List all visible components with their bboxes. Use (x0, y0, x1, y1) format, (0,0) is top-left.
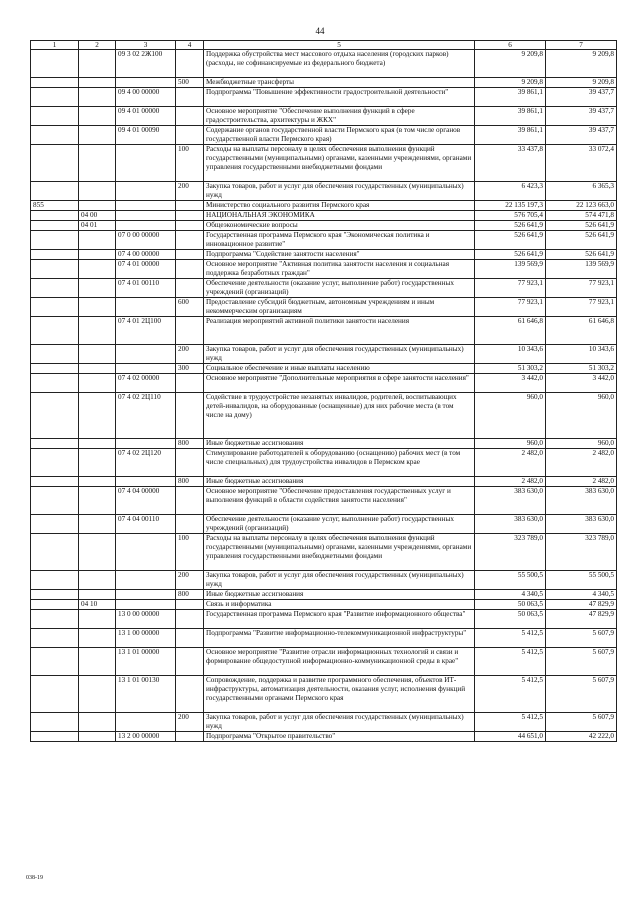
table-row (31, 88, 617, 107)
cell-amount-b: 9 209,8 (546, 50, 617, 78)
cell-expense-type (176, 732, 204, 742)
cell-section (79, 298, 116, 317)
cell-target-article: 07 4 00 00000 (116, 250, 176, 260)
cell-section: 04 10 (79, 600, 116, 610)
cell-expense-type (176, 610, 204, 629)
cell-ministry (31, 317, 79, 345)
cell-description: Иные бюджетные ассигнования (204, 439, 475, 449)
cell-target-article: 09 4 00 00000 (116, 88, 176, 107)
cell-target-article (116, 221, 176, 231)
table-row (31, 449, 617, 477)
cell-description: Закупка товаров, работ и услуг для обеспечения государственных (муниципальных) нужд (204, 182, 475, 201)
cell-amount-a: 383 630,0 (475, 515, 546, 534)
cell-amount-b: 5 607,9 (546, 676, 617, 713)
cell-ministry (31, 88, 79, 107)
cell-section (79, 107, 116, 126)
cell-expense-type: 600 (176, 298, 204, 317)
cell-description: Межбюджетные трансферты (204, 78, 475, 88)
cell-amount-b: 574 471,8 (546, 211, 617, 221)
cell-amount-a: 526 641,9 (475, 231, 546, 250)
cell-target-article (116, 534, 176, 571)
cell-description: НАЦИОНАЛЬНАЯ ЭКОНОМИКА (204, 211, 475, 221)
cell-expense-type: 100 (176, 145, 204, 182)
cell-ministry (31, 145, 79, 182)
cell-expense-type (176, 317, 204, 345)
cell-description: Содержание органов государственной власти Пермского края (в том числе органов государственной власти Пермского края) (204, 126, 475, 145)
cell-amount-b: 2 482,0 (546, 449, 617, 477)
table-row (31, 393, 617, 439)
cell-section (79, 393, 116, 439)
cell-amount-b: 6 365,3 (546, 182, 617, 201)
table-row (31, 298, 617, 317)
cell-expense-type (176, 250, 204, 260)
cell-amount-b: 39 437,7 (546, 88, 617, 107)
cell-expense-type: 500 (176, 78, 204, 88)
cell-section (79, 648, 116, 676)
table-row (31, 345, 617, 364)
cell-amount-a: 526 641,9 (475, 221, 546, 231)
cell-expense-type (176, 629, 204, 648)
table-row (31, 610, 617, 629)
cell-description: Обеспечение деятельности (оказание услуг, выполнение работ) государственных учреждений (организаций) (204, 515, 475, 534)
table-row (31, 317, 617, 345)
cell-amount-b: 5 607,9 (546, 648, 617, 676)
cell-amount-a: 77 923,1 (475, 279, 546, 298)
cell-amount-b: 5 607,9 (546, 629, 617, 648)
cell-amount-a: 2 482,0 (475, 477, 546, 487)
table-row (31, 439, 617, 449)
cell-section (79, 345, 116, 364)
cell-ministry (31, 182, 79, 201)
cell-expense-type (176, 126, 204, 145)
cell-section (79, 487, 116, 515)
cell-amount-a: 22 135 197,3 (475, 201, 546, 211)
cell-expense-type (176, 211, 204, 221)
cell-amount-a: 3 442,0 (475, 374, 546, 393)
column-header: 1 (31, 41, 79, 50)
cell-section (79, 126, 116, 145)
table-row (31, 571, 617, 590)
cell-amount-b: 9 209,8 (546, 78, 617, 88)
cell-ministry (31, 449, 79, 477)
cell-expense-type (176, 88, 204, 107)
cell-ministry (31, 364, 79, 374)
cell-expense-type (176, 201, 204, 211)
cell-description: Реализация мероприятий активной политики занятости населения (204, 317, 475, 345)
cell-amount-a: 44 651,0 (475, 732, 546, 742)
table-row (31, 231, 617, 250)
cell-description: Обеспечение деятельности (оказание услуг, выполнение работ) государственных учреждений (организаций) (204, 279, 475, 298)
cell-ministry (31, 487, 79, 515)
cell-section (79, 374, 116, 393)
cell-description: Основное мероприятие "Обеспечение предоставления государственных услуг и выполнения функций в области содействия занятости населения" (204, 487, 475, 515)
cell-expense-type (176, 600, 204, 610)
cell-description: Основное мероприятие "Дополнительные мероприятия в сфере занятости населения" (204, 374, 475, 393)
cell-target-article: 13 1 01 00000 (116, 648, 176, 676)
cell-target-article: 07 4 02 2Ц110 (116, 393, 176, 439)
cell-ministry (31, 279, 79, 298)
cell-amount-b: 4 340,5 (546, 590, 617, 600)
cell-amount-b: 47 829,9 (546, 610, 617, 629)
cell-target-article: 07 4 01 00000 (116, 260, 176, 279)
cell-section: 04 01 (79, 221, 116, 231)
cell-target-article (116, 571, 176, 590)
cell-target-article: 13 2 00 00000 (116, 732, 176, 742)
cell-ministry (31, 676, 79, 713)
cell-target-article: 07 0 00 00000 (116, 231, 176, 250)
cell-expense-type (176, 231, 204, 250)
cell-expense-type: 800 (176, 590, 204, 600)
cell-amount-b: 61 646,8 (546, 317, 617, 345)
cell-target-article: 07 4 01 2Ц100 (116, 317, 176, 345)
cell-amount-b: 139 569,9 (546, 260, 617, 279)
cell-amount-a: 9 209,8 (475, 50, 546, 78)
cell-section (79, 201, 116, 211)
cell-ministry (31, 345, 79, 364)
cell-target-article (116, 182, 176, 201)
cell-expense-type (176, 374, 204, 393)
cell-amount-b: 77 923,1 (546, 279, 617, 298)
table-row (31, 600, 617, 610)
cell-expense-type (176, 449, 204, 477)
cell-expense-type (176, 515, 204, 534)
cell-ministry (31, 211, 79, 221)
cell-amount-a: 51 303,2 (475, 364, 546, 374)
cell-section (79, 534, 116, 571)
page-number: 44 (315, 26, 325, 36)
cell-section (79, 515, 116, 534)
cell-target-article: 09 4 01 00090 (116, 126, 176, 145)
cell-amount-b: 33 072,4 (546, 145, 617, 182)
table-row (31, 477, 617, 487)
table-row (31, 221, 617, 231)
table-header-row (31, 41, 617, 50)
cell-amount-b: 2 482,0 (546, 477, 617, 487)
cell-amount-b: 22 123 663,0 (546, 201, 617, 211)
cell-section (79, 88, 116, 107)
cell-section (79, 317, 116, 345)
cell-description: Закупка товаров, работ и услуг для обеспечения государственных (муниципальных) нужд (204, 713, 475, 732)
cell-description: Подпрограмма "Развитие информационно-телекоммуникационной инфраструктуры" (204, 629, 475, 648)
cell-description: Государственная программа Пермского края "Экономическая политика и инновационное развитие" (204, 231, 475, 250)
cell-target-article: 13 1 01 00130 (116, 676, 176, 713)
cell-amount-a: 10 343,6 (475, 345, 546, 364)
cell-target-article: 09 4 01 00000 (116, 107, 176, 126)
table-row (31, 713, 617, 732)
cell-section (79, 50, 116, 78)
cell-target-article (116, 600, 176, 610)
cell-amount-a: 576 705,4 (475, 211, 546, 221)
cell-section (79, 145, 116, 182)
table-row (31, 732, 617, 742)
cell-amount-b: 39 437,7 (546, 126, 617, 145)
table-row (31, 487, 617, 515)
cell-expense-type (176, 487, 204, 515)
column-header: 6 (475, 41, 546, 50)
cell-amount-a: 960,0 (475, 439, 546, 449)
cell-ministry (31, 515, 79, 534)
cell-section (79, 713, 116, 732)
cell-section (79, 78, 116, 88)
cell-section (79, 477, 116, 487)
cell-target-article: 07 4 02 00000 (116, 374, 176, 393)
cell-description: Стимулирование работодателей к оборудованию (оснащению) рабочих мест (в том числе специальных) для трудоустройства инвалидов в Пермском крае (204, 449, 475, 477)
cell-ministry (31, 732, 79, 742)
cell-amount-a: 9 209,8 (475, 78, 546, 88)
table-row (31, 126, 617, 145)
cell-amount-a: 2 482,0 (475, 449, 546, 477)
cell-description: Закупка товаров, работ и услуг для обеспечения государственных (муниципальных) нужд (204, 345, 475, 364)
table-row (31, 50, 617, 78)
cell-description: Основное мероприятие "Развитие отрасли информационных технологий и связи и формирование общедоступной информационно-коммуникационной среды в крае" (204, 648, 475, 676)
cell-amount-a: 4 340,5 (475, 590, 546, 600)
cell-description: Основное мероприятие "Обеспечение выполнения функций в сфере градостроительства, архитектуры и ЖКХ" (204, 107, 475, 126)
cell-ministry (31, 298, 79, 317)
cell-amount-b: 383 630,0 (546, 487, 617, 515)
cell-description: Содействие в трудоустройстве незанятых инвалидов, родителей, воспитывающих детей-инвалидов, на оборудованные (оснащенные) для них рабочие места (в том числе на дому) (204, 393, 475, 439)
cell-amount-b: 383 630,0 (546, 515, 617, 534)
cell-description: Подпрограмма "Открытое правительство" (204, 732, 475, 742)
column-header: 5 (204, 41, 475, 50)
column-header: 4 (176, 41, 204, 50)
cell-section (79, 590, 116, 600)
cell-description: Подпрограмма "Повышение эффективности градостроительной деятельности" (204, 88, 475, 107)
cell-ministry (31, 590, 79, 600)
cell-ministry (31, 477, 79, 487)
cell-target-article (116, 145, 176, 182)
cell-expense-type: 200 (176, 345, 204, 364)
cell-ministry (31, 374, 79, 393)
table-row (31, 629, 617, 648)
cell-expense-type: 800 (176, 477, 204, 487)
table-row (31, 250, 617, 260)
cell-section (79, 439, 116, 449)
cell-description: Подпрограмма "Содействие занятости населения" (204, 250, 475, 260)
cell-target-article (116, 345, 176, 364)
cell-amount-a: 5 412,5 (475, 713, 546, 732)
cell-ministry (31, 250, 79, 260)
cell-target-article (116, 590, 176, 600)
cell-section (79, 629, 116, 648)
cell-section (79, 260, 116, 279)
table-row (31, 182, 617, 201)
cell-ministry (31, 439, 79, 449)
cell-target-article: 07 4 04 00000 (116, 487, 176, 515)
cell-amount-b: 526 641,9 (546, 250, 617, 260)
cell-amount-b: 42 222,0 (546, 732, 617, 742)
cell-amount-a: 6 423,3 (475, 182, 546, 201)
cell-ministry (31, 260, 79, 279)
table-row (31, 201, 617, 211)
budget-table (30, 40, 617, 742)
cell-amount-a: 39 861,1 (475, 126, 546, 145)
cell-amount-a: 33 437,8 (475, 145, 546, 182)
cell-amount-b: 39 437,7 (546, 107, 617, 126)
cell-amount-b: 5 607,9 (546, 713, 617, 732)
cell-target-article (116, 298, 176, 317)
cell-ministry (31, 610, 79, 629)
cell-section (79, 732, 116, 742)
cell-section (79, 279, 116, 298)
cell-target-article: 07 4 01 00110 (116, 279, 176, 298)
cell-expense-type: 800 (176, 439, 204, 449)
cell-amount-b: 77 923,1 (546, 298, 617, 317)
cell-amount-a: 323 789,0 (475, 534, 546, 571)
table-row (31, 515, 617, 534)
cell-ministry (31, 50, 79, 78)
column-header: 3 (116, 41, 176, 50)
table-row (31, 590, 617, 600)
cell-expense-type (176, 107, 204, 126)
cell-ministry (31, 600, 79, 610)
cell-description: Поддержка обустройства мест массового отдыха населения (городских парков) (расходы, не софинансируемые из федерального бюджета) (204, 50, 475, 78)
footer-code: 038-19 (26, 875, 43, 881)
cell-description: Министерство социального развития Пермского края (204, 201, 475, 211)
cell-amount-b: 526 641,9 (546, 221, 617, 231)
cell-amount-b: 960,0 (546, 439, 617, 449)
cell-amount-b: 526 641,9 (546, 231, 617, 250)
cell-ministry (31, 221, 79, 231)
cell-target-article: 07 4 02 2Ц120 (116, 449, 176, 477)
cell-amount-b: 51 303,2 (546, 364, 617, 374)
cell-target-article: 13 0 00 00000 (116, 610, 176, 629)
cell-ministry (31, 393, 79, 439)
cell-amount-a: 50 063,5 (475, 600, 546, 610)
cell-expense-type (176, 676, 204, 713)
table-row (31, 364, 617, 374)
cell-amount-a: 526 641,9 (475, 250, 546, 260)
cell-description: Государственная программа Пермского края "Развитие информационного общества" (204, 610, 475, 629)
cell-description: Предоставление субсидий бюджетным, автономным учреждениям и иным некоммерческим организациям (204, 298, 475, 317)
cell-amount-b: 47 829,9 (546, 600, 617, 610)
cell-amount-b: 323 789,0 (546, 534, 617, 571)
cell-amount-a: 383 630,0 (475, 487, 546, 515)
cell-section (79, 571, 116, 590)
cell-section: 04 00 (79, 211, 116, 221)
column-header: 7 (546, 41, 617, 50)
cell-expense-type: 200 (176, 182, 204, 201)
cell-target-article (116, 211, 176, 221)
cell-description: Расходы на выплаты персоналу в целях обеспечения выполнения функций государственными (муниципальными) органами, казенными учреждениями, органами управления государственными внебюджетными фондами (204, 534, 475, 571)
table-row (31, 145, 617, 182)
cell-expense-type (176, 260, 204, 279)
table-row (31, 374, 617, 393)
cell-expense-type: 200 (176, 713, 204, 732)
cell-expense-type (176, 50, 204, 78)
cell-amount-a: 39 861,1 (475, 107, 546, 126)
cell-ministry (31, 107, 79, 126)
cell-description: Связь и информатика (204, 600, 475, 610)
cell-amount-a: 5 412,5 (475, 629, 546, 648)
cell-description: Социальное обеспечение и иные выплаты населению (204, 364, 475, 374)
cell-target-article (116, 78, 176, 88)
cell-amount-a: 39 861,1 (475, 88, 546, 107)
table-row (31, 211, 617, 221)
cell-section (79, 182, 116, 201)
cell-amount-a: 139 569,9 (475, 260, 546, 279)
cell-amount-b: 10 343,6 (546, 345, 617, 364)
cell-target-article: 07 4 04 00110 (116, 515, 176, 534)
cell-description: Общеэкономические вопросы (204, 221, 475, 231)
table-row (31, 78, 617, 88)
table-row (31, 279, 617, 298)
cell-amount-a: 50 063,5 (475, 610, 546, 629)
table-body (31, 50, 617, 742)
cell-amount-b: 960,0 (546, 393, 617, 439)
cell-ministry (31, 648, 79, 676)
cell-section (79, 250, 116, 260)
cell-target-article (116, 713, 176, 732)
table-row (31, 648, 617, 676)
table-row (31, 260, 617, 279)
table-row (31, 534, 617, 571)
cell-ministry (31, 713, 79, 732)
cell-description: Иные бюджетные ассигнования (204, 590, 475, 600)
cell-expense-type: 300 (176, 364, 204, 374)
cell-ministry (31, 534, 79, 571)
cell-target-article (116, 439, 176, 449)
cell-amount-a: 61 646,8 (475, 317, 546, 345)
cell-target-article (116, 477, 176, 487)
cell-target-article: 13 1 00 00000 (116, 629, 176, 648)
cell-amount-a: 55 500,5 (475, 571, 546, 590)
cell-expense-type: 200 (176, 571, 204, 590)
cell-amount-a: 960,0 (475, 393, 546, 439)
cell-amount-a: 5 412,5 (475, 648, 546, 676)
cell-description: Основное мероприятие "Активная политика занятости населения и социальная поддержка безработных граждан" (204, 260, 475, 279)
cell-section (79, 364, 116, 374)
column-header: 2 (79, 41, 116, 50)
cell-section (79, 676, 116, 713)
cell-expense-type: 100 (176, 534, 204, 571)
cell-description: Закупка товаров, работ и услуг для обеспечения государственных (муниципальных) нужд (204, 571, 475, 590)
cell-ministry (31, 571, 79, 590)
cell-amount-a: 77 923,1 (475, 298, 546, 317)
cell-target-article (116, 364, 176, 374)
cell-amount-b: 55 500,5 (546, 571, 617, 590)
cell-expense-type (176, 393, 204, 439)
cell-ministry (31, 629, 79, 648)
cell-expense-type (176, 221, 204, 231)
cell-description: Сопровождение, поддержка и развитие программного обеспечения, объектов ИТ-инфраструктуры, автоматизация деятельности, оказания услуг, исполнения функций государственными органами Пермского края (204, 676, 475, 713)
table-row (31, 107, 617, 126)
cell-description: Иные бюджетные ассигнования (204, 477, 475, 487)
cell-section (79, 231, 116, 250)
table-row (31, 676, 617, 713)
cell-expense-type (176, 648, 204, 676)
cell-ministry: 855 (31, 201, 79, 211)
cell-target-article: 09 3 02 2Ж100 (116, 50, 176, 78)
cell-expense-type (176, 279, 204, 298)
cell-ministry (31, 231, 79, 250)
cell-description: Расходы на выплаты персоналу в целях обеспечения выполнения функций государственными (муниципальными) органами, казенными учреждениями, органами управления государственными внебюджетными фондами (204, 145, 475, 182)
cell-section (79, 610, 116, 629)
cell-ministry (31, 126, 79, 145)
cell-amount-b: 3 442,0 (546, 374, 617, 393)
cell-target-article (116, 201, 176, 211)
cell-section (79, 449, 116, 477)
cell-amount-a: 5 412,5 (475, 676, 546, 713)
cell-ministry (31, 78, 79, 88)
